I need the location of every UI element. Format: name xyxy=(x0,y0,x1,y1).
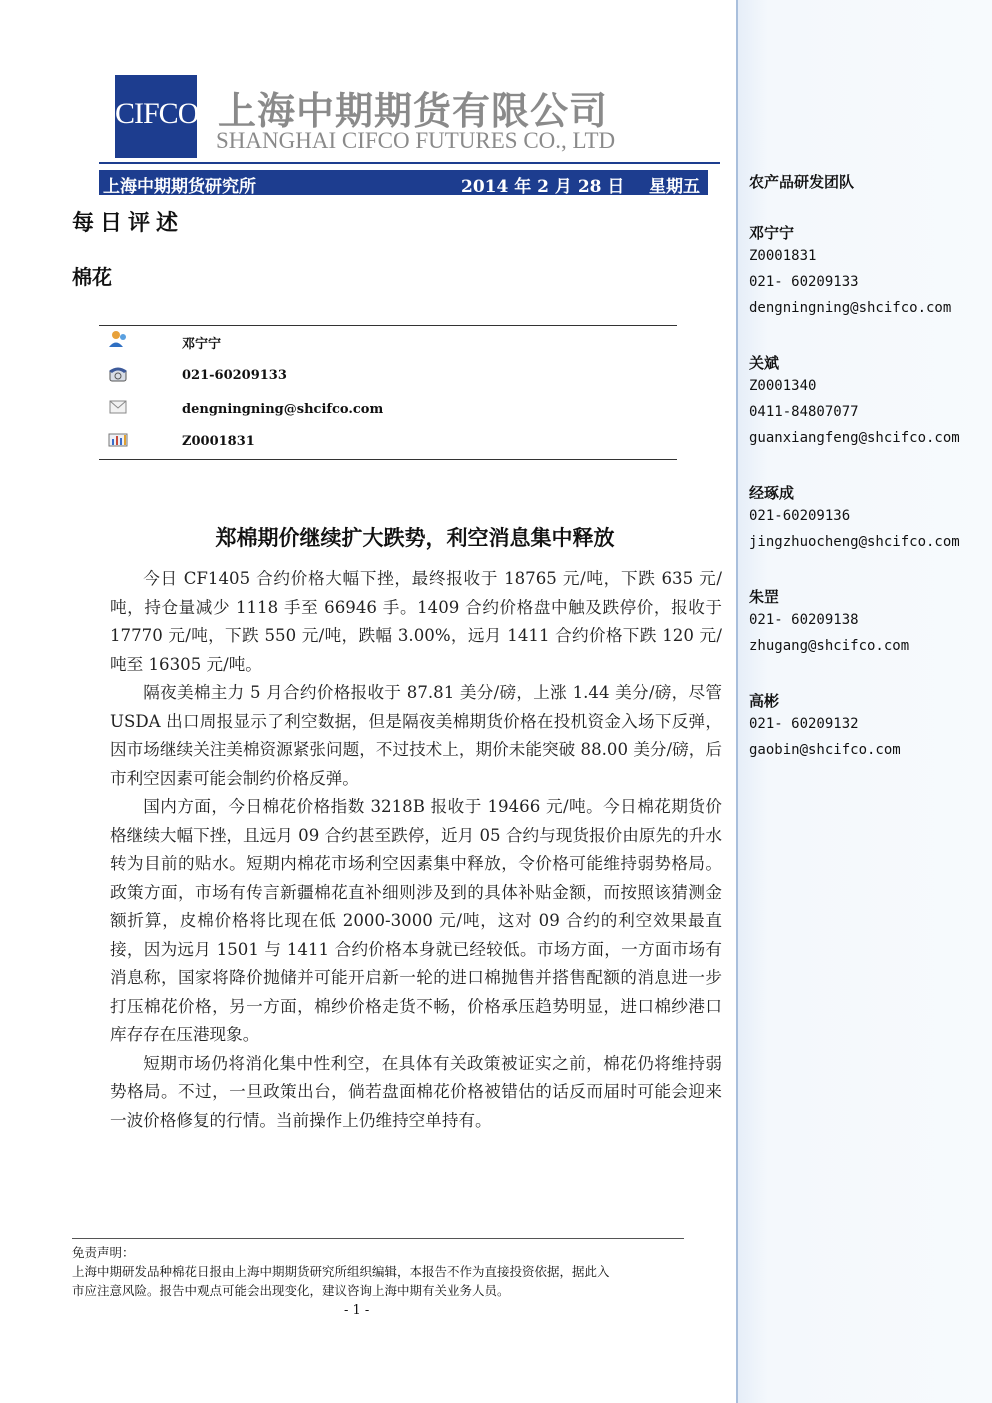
sidebar-member-name: 朱罡 xyxy=(749,588,780,606)
sidebar-member-name: 邓宁宁 xyxy=(749,224,795,242)
contact-name: 邓宁宁 xyxy=(182,337,222,352)
disclaimer-line: 市应注意风险。报告中观点可能会出现变化，建议咨询上海中期有关业务人员。 xyxy=(72,1283,510,1298)
sidebar-member-email[interactable]: gaobin@shcifco.com xyxy=(749,742,901,758)
page-number: - 1 - xyxy=(344,1303,370,1318)
phone-icon xyxy=(108,365,128,383)
article-paragraph: 今日 CF1405 合约价格大幅下挫，最终报收于 18765 元/吨，下跌 635 元/吨，持仓量减少 1118 手至 66946 手。1409 合约价格盘中触及跌停价，报收于 17770 元/吨，下跌 550 元/吨，跌幅 3.00%，远月 1411 合约价格下跌 120 元/吨至 16305 元/吨。 xyxy=(110,569,722,674)
logo-text: CIFCO xyxy=(115,97,199,130)
company-name-en: SHANGHAI CIFCO FUTURES CO., LTD xyxy=(216,128,616,153)
header-bar xyxy=(99,170,708,195)
contact-email[interactable]: dengningning@shcifco.com xyxy=(182,402,384,417)
sidebar-member-phone: 021- 60209138 xyxy=(749,612,859,628)
sidebar-member-license: Z0001831 xyxy=(749,248,817,264)
article-paragraph: 国内方面，今日棉花价格指数 3218B 报收于 19466 元/吨。今日棉花期货价格继续大幅下挫，且远月 09 合约甚至跌停，近月 05 合约与现货报价由原先的升水转为目前的贴水。短期内棉花市场利空因素集中释放，令价格可能维持弱势格局。政策方面，市场有传言新疆棉花直补细则涉及到的具体补贴金额，而按照该猜测金额折算，皮棉价格将比现在低 2000-3000 元/吨，这对 09 合约的利空效果最直接，因为远月 1501 与 1411 合约价格本身就已经较低。市场方面，一方面市场有消息称，国家将降价抛储并可能开启新一轮的进口棉抛售并搭售配额的消息进一步打压棉花价格，另一方面，棉纱价格走货不畅，价格承压趋势明显，进口棉纱港口库存存在压港现象。 xyxy=(110,797,722,1044)
sidebar-member-email[interactable]: jingzhuocheng@shcifco.com xyxy=(749,534,960,550)
sidebar-member-phone: 021- 60209133 xyxy=(749,274,859,290)
report-date: 2014 年 2 月 28 日 xyxy=(461,177,625,197)
article-title: 郑棉期价继续扩大跌势，利空消息集中释放 xyxy=(215,526,615,550)
header-divider xyxy=(99,162,720,164)
article-paragraph: 隔夜美棉主力 5 月合约价格报收于 87.81 美分/磅，上涨 1.44 美分/磅，尽管 USDA 出口周报显示了利空数据，但是隔夜美棉期货价格在投机资金入场下反弹，因市场继续关注美棉资源紧张问题，不过技术上，期价未能突破 88.00 美分/磅，后市利空因素可能会制约价格反弹。 xyxy=(110,683,722,788)
footer-divider xyxy=(72,1238,684,1239)
sidebar-member-email[interactable]: guanxiangfeng@shcifco.com xyxy=(749,430,960,446)
article-paragraph: 短期市场仍将消化集中性利空，在具体有关政策被证实之前，棉花仍将维持弱势格局。不过，一旦政策出台，倘若盘面棉花价格被错估的话反而届时可能会迎来一波价格修复的行情。当前操作上仍维持空单持有。 xyxy=(110,1053,722,1130)
sidebar-member-phone: 021-60209136 xyxy=(749,508,851,524)
commodity-name: 棉花 xyxy=(72,265,112,289)
section-title: 每日评述 xyxy=(72,210,185,236)
chart-icon xyxy=(108,430,128,448)
disclaimer-label: 免责声明： xyxy=(72,1245,135,1260)
report-weekday: 星期五 xyxy=(649,177,700,197)
sidebar-member-name: 经琢成 xyxy=(749,484,795,502)
sidebar-member-email[interactable]: zhugang@shcifco.com xyxy=(749,638,910,654)
sidebar-member-email[interactable]: dengningning@shcifco.com xyxy=(749,300,952,316)
mail-icon xyxy=(108,398,128,416)
contact-license: Z0001831 xyxy=(182,434,255,449)
institute-name: 上海中期期货研究所 xyxy=(103,177,256,197)
company-name-cn: 上海中期期货有限公司 xyxy=(218,89,609,133)
article-body xyxy=(110,565,722,1135)
contact-phone: 021-60209133 xyxy=(182,368,287,383)
person-icon xyxy=(108,330,128,348)
sidebar-member-phone: 0411-84807077 xyxy=(749,404,859,420)
sidebar-member-license: Z0001340 xyxy=(749,378,817,394)
sidebar-member-name: 高彬 xyxy=(749,692,780,710)
disclaimer-line: 上海中期研发品种棉花日报由上海中期期货研究所组织编辑，本报告不作为直接投资依据，据此入 xyxy=(72,1264,610,1279)
company-logo xyxy=(115,75,197,158)
sidebar-member-phone: 021- 60209132 xyxy=(749,716,859,732)
sidebar-member-name: 关斌 xyxy=(749,354,780,372)
sidebar-team-title: 农产品研发团队 xyxy=(749,173,855,191)
